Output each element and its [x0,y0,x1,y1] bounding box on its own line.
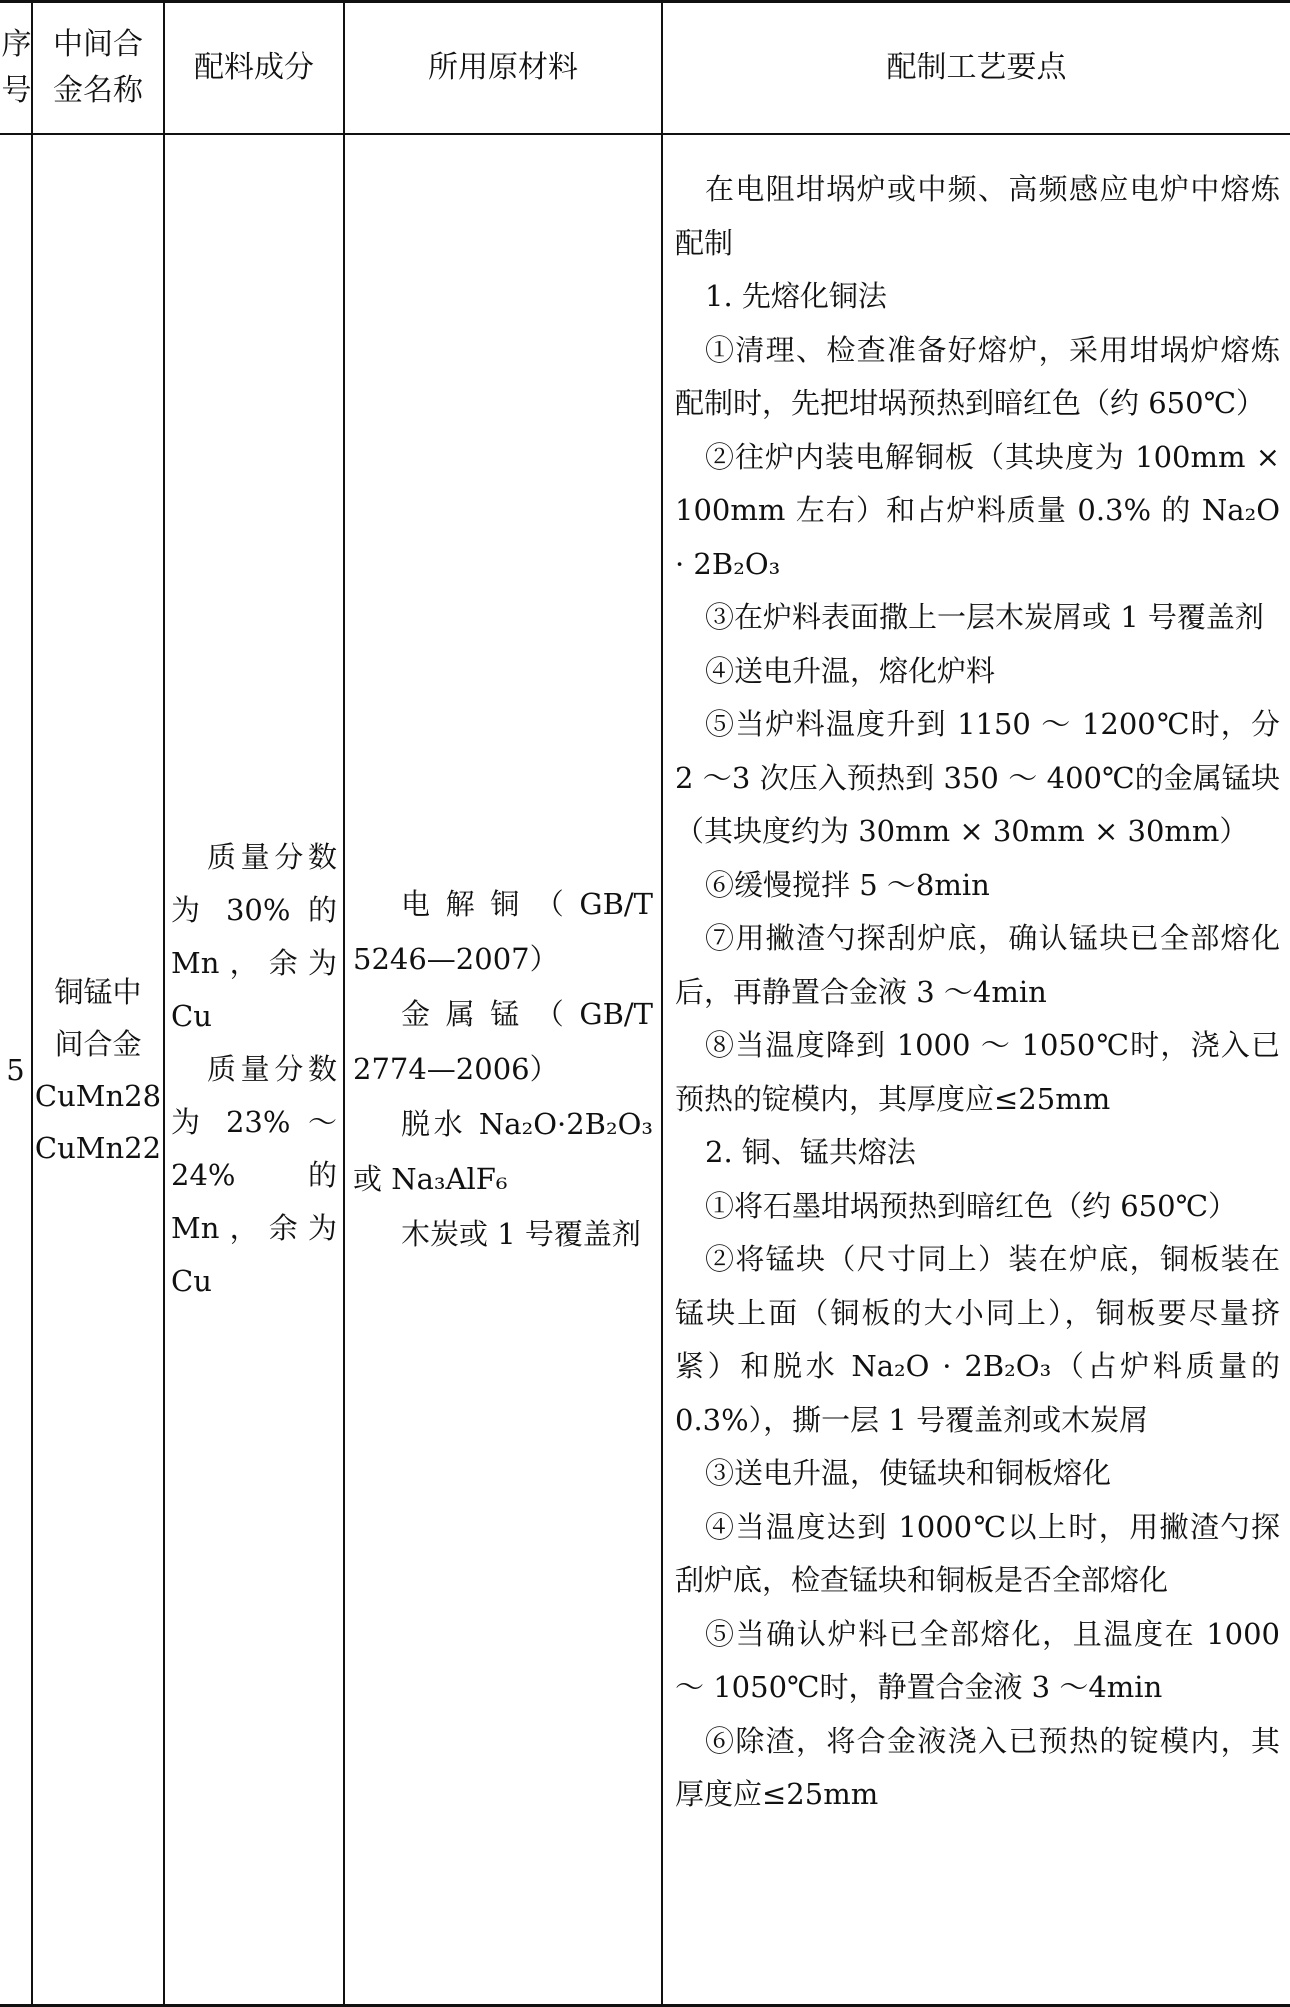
row-name [32,134,164,2006]
process-step: ⑤当炉料温度升到 1150 ～ 1200℃时，分 2 ～3 次压入预热到 350 ～ 400℃的金属锰块（其块度约为 30mm × 30mm × 30mm） [675,707,1280,848]
process-step: ⑧当温度降到 1000 ～ 1050℃时，浇入已预热的锭模内，其厚度应≤25mm [675,1028,1280,1116]
process-step: 1. 先熔化铜法 [705,279,887,313]
header-raw-materials: 所用原材料 [344,2,662,135]
process-step: ⑥缓慢搅拌 5 ～8min [705,867,990,902]
name-line: 铜锰中 [54,974,142,1009]
row-process [662,134,1290,2006]
process-step: ①将石墨坩埚预热到暗红色（约 650℃） [705,1188,1238,1223]
process-step: ③在炉料表面撒上一层木炭屑或 1 号覆盖剂 [705,600,1264,634]
row-raw-materials [344,134,662,2006]
process-step: ⑤当确认炉料已全部熔化，且温度在 1000 ～ 1050℃时，静置合金液 3 ～4min [675,1616,1280,1704]
name-line: 间合金 [54,1026,142,1061]
raw-material-item: 金属锰（GB/T 2774—2006） [353,997,653,1086]
name-line: CuMn22 [34,1130,162,1165]
composition-item: 质量分数为 30% 的 Mn，余为 Cu [171,840,337,1033]
process-step: ①清理、检查准备好熔炉，采用坩埚炉熔炼配制时，先把坩埚预热到暗红色（约 650℃） [675,332,1280,420]
table-row [0,134,1290,2006]
process-step: ⑥除渣，将合金液浇入已预热的锭模内，其厚度应≤25mm [675,1723,1280,1811]
raw-material-item: 电解铜（GB/T 5246—2007） [353,887,653,976]
process-step: 在电阻坩埚炉或中频、高频感应电炉中熔炼配制 [675,172,1280,260]
composition-item: 质量分数为 23% ～ 24% 的 Mn，余为 Cu [171,1052,337,1298]
raw-material-item: 木炭或 1 号覆盖剂 [401,1217,641,1251]
process-step: ④当温度达到 1000℃以上时，用撇渣勺探刮炉底，检查锰块和铜板是否全部熔化 [675,1509,1280,1597]
row-seq: 5 [0,134,32,2006]
name-line: CuMn28 [34,1078,162,1113]
header-process: 配制工艺要点 [662,2,1290,135]
process-step: ④送电升温，熔化炉料 [705,653,996,688]
header-composition: 配料成分 [164,2,344,135]
process-step: ⑦用撇渣勺探刮炉底，确认锰块已全部熔化后，再静置合金液 3 ～4min [675,921,1280,1009]
row-composition [164,134,344,2006]
process-step: ②将锰块（尺寸同上）装在炉底，铜板装在锰块上面（铜板的大小同上），铜板要尽量挤紧）和脱水 Na₂O · 2B₂O₃（占炉料质量的 0.3%），撕一层 1 号覆盖剂或木炭屑 [675,1242,1280,1437]
raw-material-item: 脱水 Na₂O·2B₂O₃ 或 Na₃AlF₆ [353,1107,653,1196]
header-name: 中间合金名称 [32,2,164,135]
header-seq: 序号 [0,2,32,135]
process-step: ③送电升温，使锰块和铜板熔化 [705,1456,1112,1490]
process-step: ②往炉内装电解铜板（其块度为 100mm × 100mm 左右）和占炉料质量 0.3% 的 Na₂O · 2B₂O₃ [675,439,1280,581]
process-step: 2. 铜、锰共熔法 [705,1135,916,1169]
header-row [0,2,1290,135]
